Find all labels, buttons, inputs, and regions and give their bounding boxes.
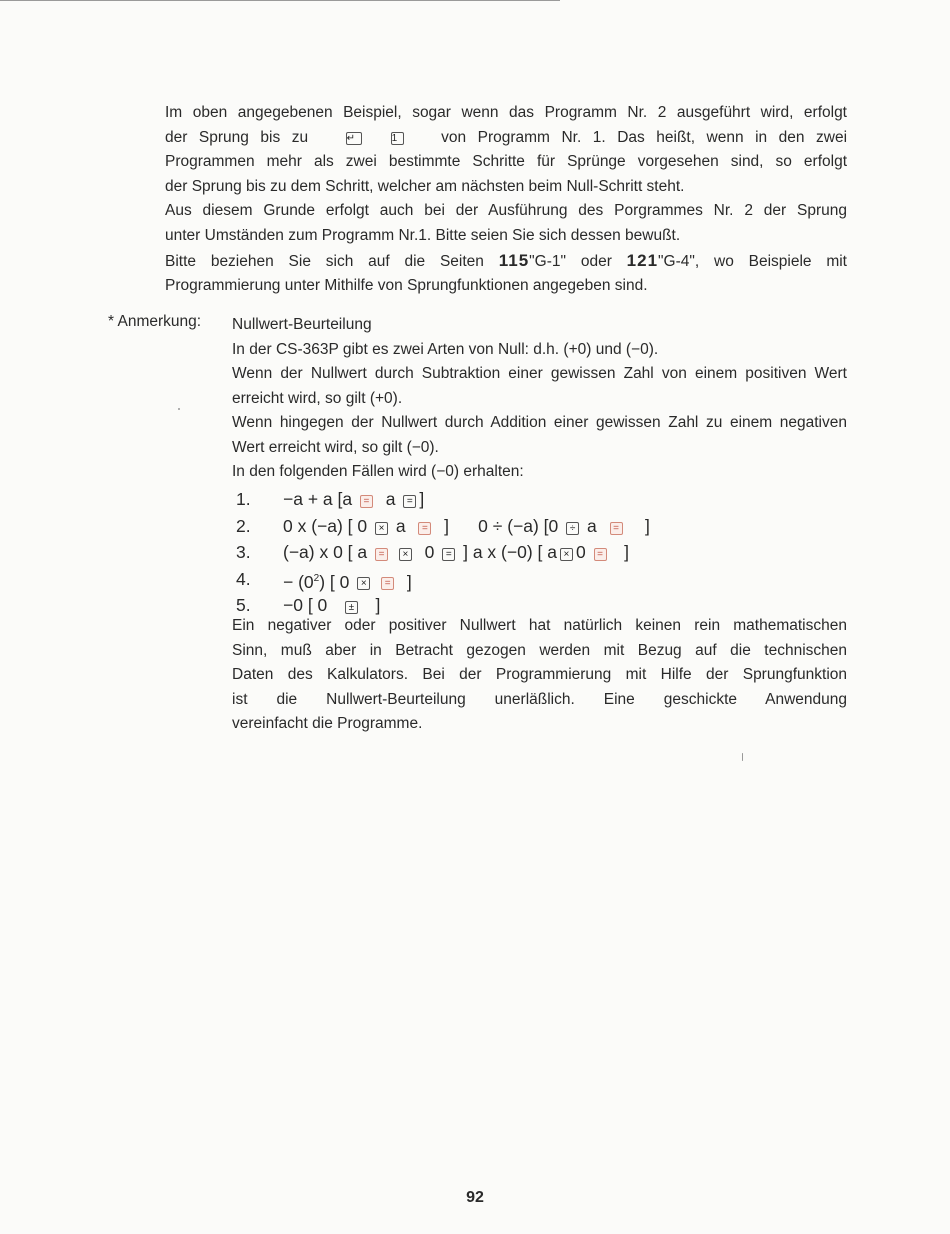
case-expression bbox=[283, 539, 629, 566]
closing-paragraph bbox=[232, 614, 847, 737]
case-2 bbox=[236, 513, 847, 540]
intro-line-6: unter Umständen zum Programm Nr.1. Bitte seien Sie sich dessen bewußt. bbox=[165, 226, 681, 244]
closing-line-5: vereinfacht die Programme. bbox=[232, 715, 423, 733]
times-key-icon: × bbox=[560, 548, 573, 561]
zero-cases-list bbox=[236, 486, 847, 619]
case-text: 0 bbox=[575, 542, 586, 562]
paper-speck bbox=[742, 753, 743, 761]
top-rule bbox=[0, 0, 560, 1]
equals-key-icon: = bbox=[403, 495, 416, 508]
closing-line-4: ist die Nullwert-Beurteilung unerläßlich. Eine geschickte Anwendung bbox=[232, 690, 847, 708]
case-text: ] bbox=[444, 515, 449, 536]
paper-speck bbox=[178, 408, 180, 410]
case-text: ] bbox=[406, 571, 412, 592]
intro-line-7c: , wo Beispiele mit bbox=[694, 252, 847, 270]
page-number: 92 bbox=[466, 1189, 484, 1206]
intro-line-7b: oder bbox=[580, 252, 612, 270]
case-number: 2. bbox=[236, 515, 251, 536]
case-expression bbox=[283, 566, 412, 595]
equals-key-icon: = bbox=[418, 522, 431, 535]
case-text: a bbox=[587, 515, 597, 536]
superscript: 2 bbox=[313, 572, 320, 584]
note-label: * Anmerkung: bbox=[108, 313, 202, 330]
case-text: − (0 bbox=[283, 571, 314, 592]
case-text: ] a x (−0) [ a bbox=[463, 542, 557, 562]
case-text: −a + a [a bbox=[283, 489, 353, 509]
intro-line-2b: von Programm Nr. 1. Das heißt, wenn in den zwei bbox=[441, 128, 848, 146]
intro-line-4: der Sprung bis zu dem Schritt, welcher am nächsten beim Null-Schritt steht. bbox=[165, 177, 685, 195]
case-text: 0 x (−a) [ 0 bbox=[283, 515, 368, 536]
case-number: 5. bbox=[236, 595, 251, 615]
page-ref-g1: "G-1" bbox=[529, 252, 567, 270]
case-text: 0 ÷ (−a) [0 bbox=[478, 515, 559, 536]
intro-line-7a: Bitte beziehen Sie sich auf die Seiten bbox=[165, 252, 484, 270]
intro-line-5: Aus diesem Grunde erfolgt auch bei der Ausführung des Porgrammes Nr. 2 der Sprung bbox=[165, 202, 847, 220]
intro-paragraph bbox=[165, 101, 847, 299]
equals-key-icon: = bbox=[594, 548, 607, 561]
closing-line-3: Daten des Kalkulators. Bei der Programmierung mit Hilfe der Sprungfunktion bbox=[232, 666, 847, 684]
case-text: ] bbox=[419, 489, 425, 509]
case-text: a bbox=[395, 515, 406, 536]
case-number: 4. bbox=[236, 568, 251, 589]
times-key-icon: × bbox=[357, 577, 370, 590]
intro-line-2a: der Sprung bis zu bbox=[165, 128, 309, 146]
case-number: 1. bbox=[236, 489, 251, 509]
case-text: ] bbox=[624, 542, 630, 562]
times-key-icon: × bbox=[375, 522, 388, 535]
case-1 bbox=[236, 486, 847, 513]
intro-line-2 bbox=[165, 126, 847, 151]
sign-change-key-icon: ± bbox=[345, 601, 358, 614]
case-text: ) [ 0 bbox=[319, 571, 350, 592]
equals-key-icon: = bbox=[442, 548, 455, 561]
note-line-4: In den folgenden Fällen wird (−0) erhalten: bbox=[232, 463, 524, 480]
closing-line-1: Ein negativer oder positiver Nullwert hat natürlich keinen rein mathematischen bbox=[232, 617, 847, 634]
note-title: Nullwert-Beurteilung bbox=[232, 316, 372, 333]
page-ref-115: 115 bbox=[498, 250, 530, 270]
equals-key-icon: = bbox=[381, 577, 394, 590]
case-4 bbox=[236, 566, 847, 593]
case-text: ] bbox=[644, 515, 650, 536]
note-block bbox=[232, 313, 847, 485]
one-key-icon: 1 bbox=[391, 132, 404, 145]
case-3 bbox=[236, 539, 847, 566]
note-line-3: Wenn hingegen der Nullwert durch Addition einer gewissen Zahl zu einem negativen Wert erreicht wird, so gilt (−0). bbox=[232, 414, 847, 456]
case-text: (−a) x 0 [ a bbox=[283, 542, 368, 562]
note-line-2: Wenn der Nullwert durch Subtraktion einer gewissen Zahl von einem positiven Wert erreicht wird, so gilt (+0). bbox=[232, 365, 847, 407]
case-expression bbox=[283, 486, 424, 513]
times-key-icon: × bbox=[399, 548, 412, 561]
equals-key-icon: = bbox=[610, 522, 623, 535]
intro-line-3: Programmen mehr als zwei bestimmte Schritte für Sprünge vorgesehen sind, so erfolgt bbox=[165, 153, 847, 171]
case-expression bbox=[283, 513, 650, 540]
case-text: ] bbox=[375, 595, 381, 615]
case-text: 0 bbox=[424, 542, 435, 562]
intro-line-8: Programmierung unter Mithilfe von Sprungfunktionen angegeben sind. bbox=[165, 277, 648, 295]
intro-line-1: Im oben angegebenen Beispiel, sogar wenn das Programm Nr. 2 ausgeführt wird, erfolgt bbox=[165, 104, 847, 121]
case-text: a bbox=[385, 489, 396, 509]
page-ref-121: 121 bbox=[626, 250, 659, 270]
equals-key-icon: = bbox=[375, 548, 388, 561]
jump-key-icon: ↵ bbox=[346, 132, 362, 145]
case-number: 3. bbox=[236, 542, 251, 562]
divide-key-icon: ÷ bbox=[566, 522, 579, 535]
note-line-1: In der CS-363P gibt es zwei Arten von Null: d.h. (+0) und (−0). bbox=[232, 340, 659, 358]
equals-key-icon: = bbox=[360, 495, 373, 508]
intro-line-7 bbox=[165, 249, 847, 275]
case-text: −0 [ 0 bbox=[283, 595, 328, 615]
page-ref-g4: "G-4" bbox=[658, 252, 695, 270]
closing-line-2: Sinn, muß aber in Betracht gezogen werden mit Bezug auf die technischen bbox=[232, 641, 847, 659]
